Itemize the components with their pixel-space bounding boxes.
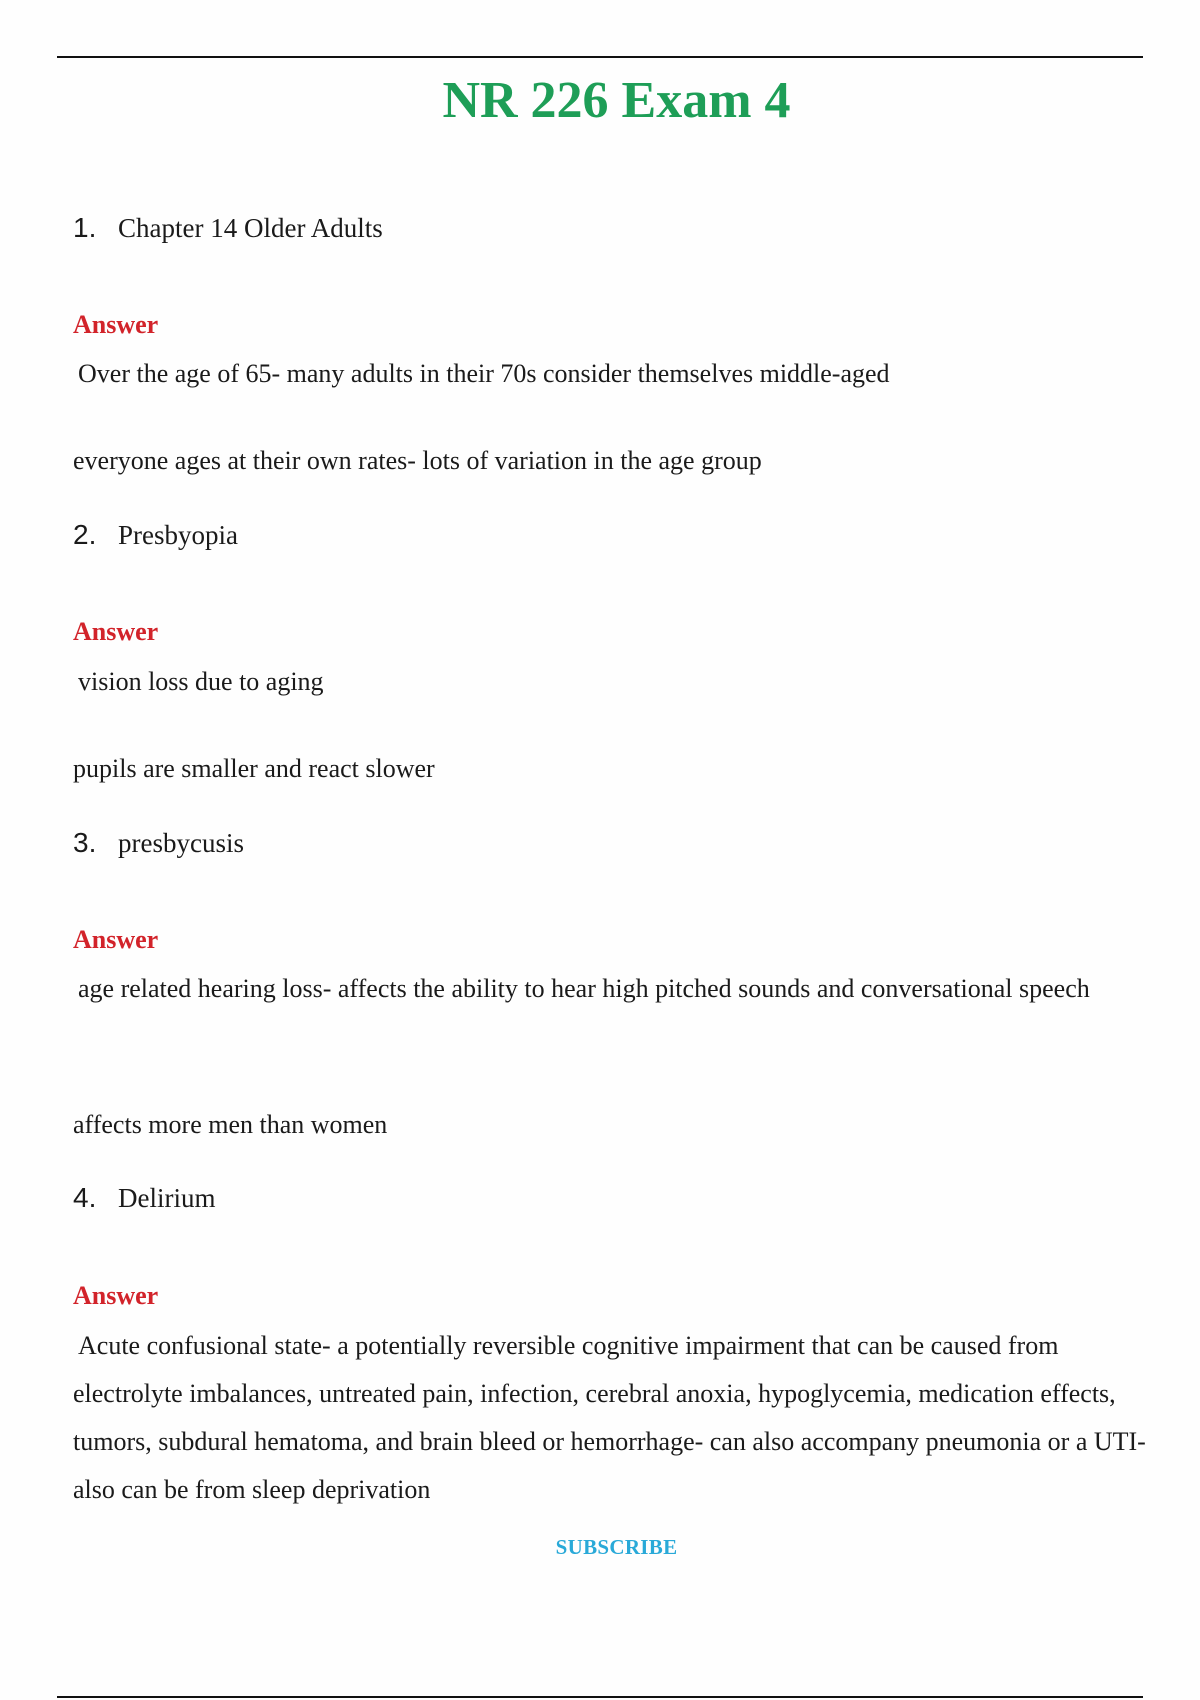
question-number: 2. <box>73 519 97 550</box>
question-item-1 <box>73 214 383 242</box>
answer-text: Over the age of 65- many adults in their 70s consider themselves middle-aged <box>78 359 890 388</box>
bottom-divider <box>57 1696 1143 1698</box>
question-term: Chapter 14 Older Adults <box>118 213 383 243</box>
answer-label: Answer <box>73 925 159 954</box>
answer-text: age related hearing loss- affects the ability to hear high pitched sounds and conversational speech <box>78 974 1090 1003</box>
subscribe-link[interactable]: SUBSCRIBE <box>555 1535 678 1559</box>
answer-text: vision loss due to aging <box>78 667 324 696</box>
question-term: Presbyopia <box>118 520 238 550</box>
answer-text: Acute confusional state- a potentially reversible cognitive impairment that can be caused from electrolyte imbalances, untreated pain, infection, cerebral anoxia, hypoglycemia, medication effects, tumors, subdural hematoma, and brain bleed or hemorrhage- can also accompany pneumonia or a UTI- also can be from sleep deprivation <box>73 1331 1146 1504</box>
question-number: 3. <box>73 827 97 858</box>
document-title: NR 226 Exam 4 <box>442 72 791 129</box>
answer-label: Answer <box>73 617 159 646</box>
question-item-4 <box>73 1184 215 1212</box>
question-number: 4. <box>73 1182 97 1213</box>
question-item-2 <box>73 521 238 549</box>
answer-text: pupils are smaller and react slower <box>73 754 435 783</box>
answer-label: Answer <box>73 1281 159 1310</box>
answer-text: affects more men than women <box>73 1110 388 1139</box>
question-number: 1. <box>73 212 97 243</box>
question-term: Delirium <box>118 1183 216 1213</box>
answer-label: Answer <box>73 310 159 339</box>
answer-text: everyone ages at their own rates- lots of variation in the age group <box>73 446 762 475</box>
question-term: presbycusis <box>118 828 244 858</box>
question-item-3 <box>73 829 244 857</box>
top-divider <box>57 56 1143 58</box>
